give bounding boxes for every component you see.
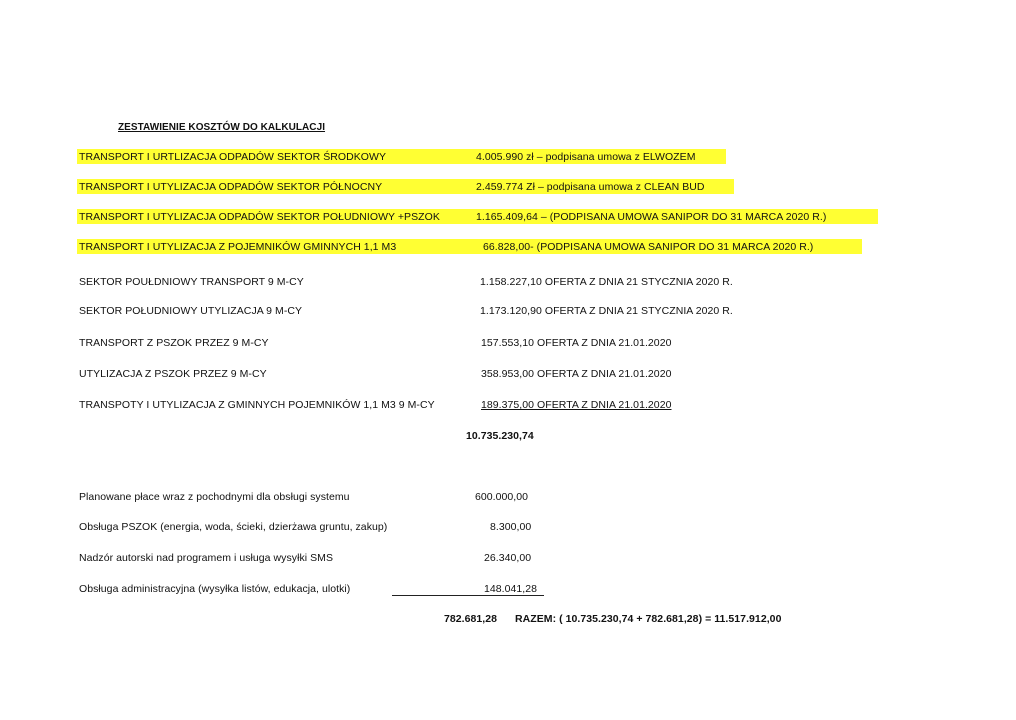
other-row-1-value: 600.000,00 (475, 491, 529, 503)
cost-row-4-value: 66.828,00- (PODPISANA UMOWA SANIPOR DO 31 MARCA 2020 R.) (483, 241, 814, 253)
document-title: ZESTAWIENIE KOSZTÓW DO KALKULACJI (118, 122, 326, 133)
cost-row-7-label: TRANSPORT Z PSZOK PRZEZ 9 M-CY (79, 337, 269, 349)
cost-row-8-label: UTYLIZACJA Z PSZOK PRZEZ 9 M-CY (79, 368, 267, 380)
other-row-1-label: Planowane płace wraz z pochodnymi dla obsługi systemu (79, 491, 350, 503)
cost-row-1-value: 4.005.990 zł – podpisana umowa z ELWOZEM (476, 151, 696, 163)
cost-row-8-value: 358.953,00 OFERTA Z DNIA 21.01.2020 (481, 368, 672, 380)
cost-row-3-value: 1.165.409,64 – (PODPISANA UMOWA SANIPOR DO 31 MARCA 2020 R.) (476, 211, 827, 223)
other-row-2-value: 8.300,00 (490, 521, 532, 533)
cost-row-1-label: TRANSPORT I URTLIZACJA ODPADÓW SEKTOR ŚRODKOWY (79, 151, 387, 163)
other-row-3-label: Nadzór autorski nad programem i usługa wysyłki SMS (79, 552, 334, 564)
other-row-3-value: 26.340,00 (484, 552, 532, 564)
cost-row-9-label: TRANSPOTY I UTYLIZACJA Z GMINNYCH POJEMNIKÓW 1,1 M3 9 M-CY (79, 399, 435, 411)
other-row-4-label: Obsługa administracyjna (wysyłka listów, edukacja, ulotki) (79, 583, 351, 595)
other-row-2-label: Obsługa PSZOK (energia, woda, ścieki, dzierżawa gruntu, zakup) (79, 521, 388, 533)
subtotal-other: 782.681,28 (444, 613, 498, 625)
cost-row-6-value: 1.173.120,90 OFERTA Z DNIA 21 STYCZNIA 2020 R. (480, 305, 733, 317)
cost-row-5-value: 1.158.227,10 OFERTA Z DNIA 21 STYCZNIA 2020 R. (480, 276, 733, 288)
cost-row-2-value: 2.459.774 Zł – podpisana umowa z CLEAN BUD (476, 181, 705, 193)
grand-total: RAZEM: ( 10.735.230,74 + 782.681,28) = 11.517.912,00 (515, 613, 782, 625)
cost-row-6-label: SEKTOR POŁUDNIOWY UTYLIZACJA 9 M-CY (79, 305, 303, 317)
cost-row-2-label: TRANSPORT I UTYLIZACJA ODPADÓW SEKTOR PÓŁNOCNY (79, 181, 383, 193)
cost-row-4-label: TRANSPORT I UTYLIZACJA Z POJEMNIKÓW GMINNYCH 1,1 M3 (79, 241, 397, 253)
cost-row-9-value: 189.375,00 OFERTA Z DNIA 21.01.2020 (481, 399, 672, 411)
cost-row-5-label: SEKTOR POUŁDNIOWY TRANSPORT 9 M-CY (79, 276, 304, 288)
cost-row-7-value: 157.553,10 OFERTA Z DNIA 21.01.2020 (481, 337, 672, 349)
other-row-4-value: 148.041,28 (484, 583, 538, 595)
cost-row-3-label: TRANSPORT I UTYLIZACJA ODPADÓW SEKTOR POŁUDNIOWY +PSZOK (79, 211, 440, 223)
underline-rule (392, 595, 544, 596)
subtotal-transport: 10.735.230,74 (466, 430, 534, 442)
